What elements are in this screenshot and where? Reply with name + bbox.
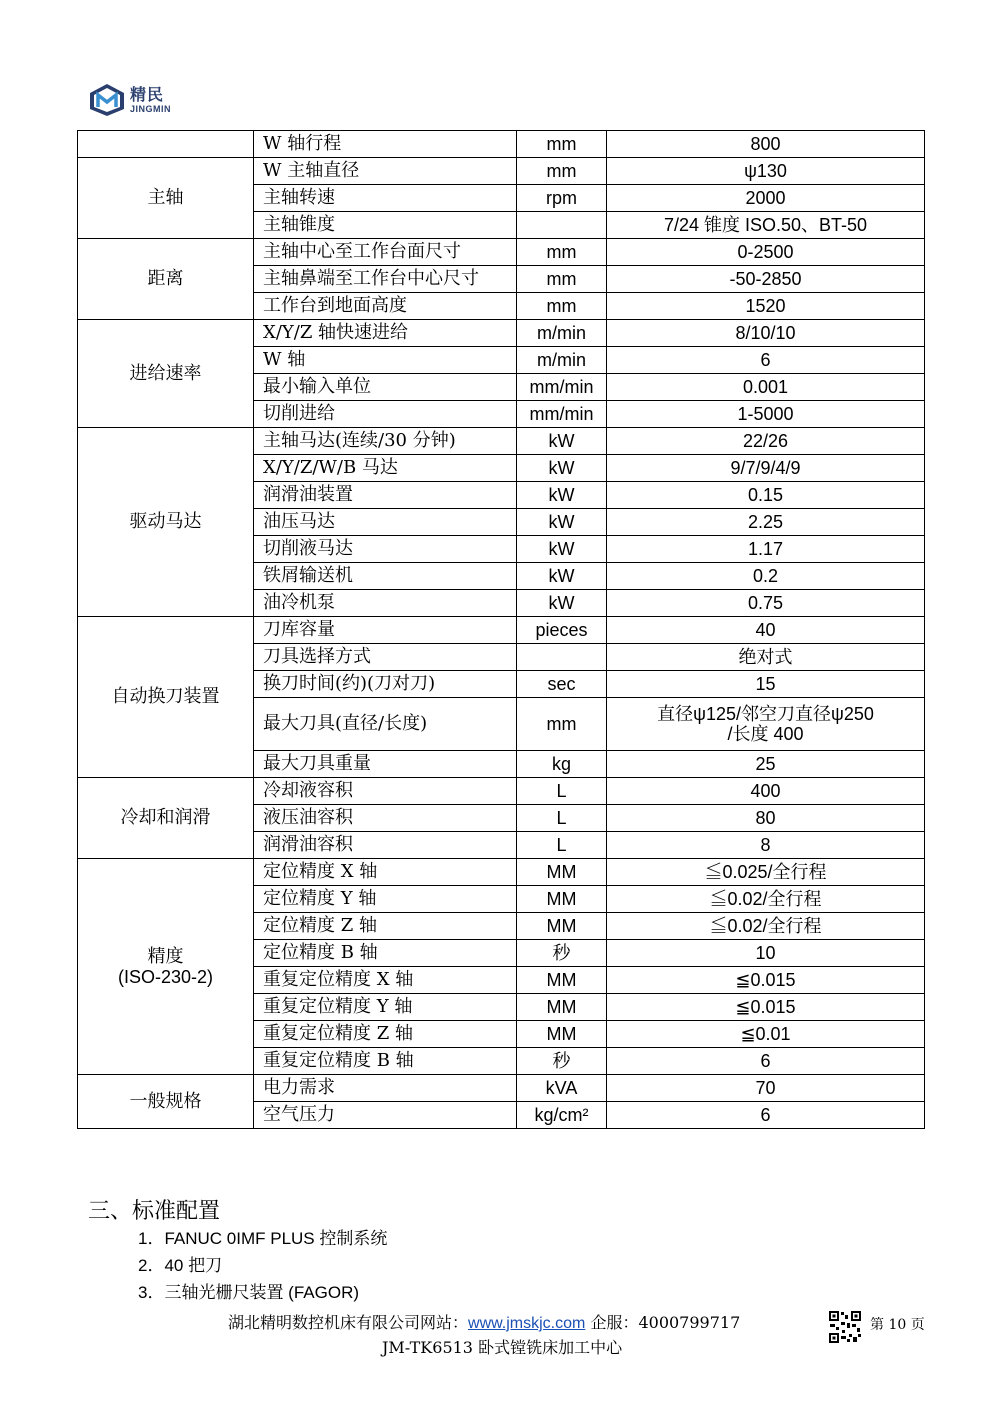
spec-table xyxy=(77,130,925,1129)
spec-value: 2.25 xyxy=(607,509,925,536)
spec-item: 重复定位精度 Y 轴 xyxy=(254,994,517,1021)
spec-value: ≦0.025/全行程 xyxy=(607,859,925,886)
spec-value: ≦0.02/全行程 xyxy=(607,886,925,913)
spec-item: 重复定位精度 Z 轴 xyxy=(254,1021,517,1048)
spec-row xyxy=(78,617,925,644)
spec-unit: L xyxy=(517,778,607,805)
spec-value: 10 xyxy=(607,940,925,967)
spec-unit: mm xyxy=(517,293,607,320)
spec-item: 换刀时间(约)(刀对刀) xyxy=(254,671,517,698)
spec-category-label: 精度 xyxy=(147,945,184,967)
logo-cn-text: 精民 xyxy=(130,84,165,104)
spec-item: 定位精度 Z 轴 xyxy=(254,913,517,940)
spec-item: 切削进给 xyxy=(254,401,517,428)
spec-item: 定位精度 X 轴 xyxy=(254,859,517,886)
spec-item: 主轴转速 xyxy=(254,185,517,212)
spec-item: 重复定位精度 B 轴 xyxy=(254,1048,517,1075)
spec-value: 7/24 锥度 ISO.50、BT-50 xyxy=(607,212,925,239)
footer-website-link[interactable]: www.jmskjc.com xyxy=(468,1315,586,1332)
spec-unit: 秒 xyxy=(517,940,607,967)
spec-unit: kW xyxy=(517,536,607,563)
spec-unit: kW xyxy=(517,563,607,590)
spec-value: 80 xyxy=(607,805,925,832)
spec-category xyxy=(78,859,254,1075)
spec-unit: L xyxy=(517,805,607,832)
spec-value-line: /长度 400 xyxy=(727,724,804,744)
page-footer xyxy=(0,1310,1000,1370)
spec-unit: kW xyxy=(517,428,607,455)
logo-en-text: JINGMIN xyxy=(130,103,172,114)
spec-unit xyxy=(517,644,607,671)
spec-unit: m/min xyxy=(517,320,607,347)
spec-value: ≦0.01 xyxy=(607,1021,925,1048)
spec-item: 润滑油容积 xyxy=(254,832,517,859)
spec-category-label: 驱动马达 xyxy=(129,511,202,532)
spec-item: 油压马达 xyxy=(254,509,517,536)
spec-unit: kg xyxy=(517,751,607,778)
spec-item: 定位精度 B 轴 xyxy=(254,940,517,967)
spec-unit: MM xyxy=(517,859,607,886)
spec-value: 25 xyxy=(607,751,925,778)
spec-item: 主轴鼻端至工作台中心尺寸 xyxy=(254,266,517,293)
spec-category-label: 一般规格 xyxy=(129,1090,202,1112)
spec-item: 主轴锥度 xyxy=(254,212,517,239)
standard-config-list xyxy=(138,1225,387,1306)
spec-value: 800 xyxy=(607,131,925,158)
spec-category xyxy=(78,131,254,158)
spec-unit: pieces xyxy=(517,617,607,644)
spec-row xyxy=(78,859,925,886)
spec-item: 主轴马达(连续/30 分钟) xyxy=(254,428,517,455)
spec-item: 工作台到地面高度 xyxy=(254,293,517,320)
spec-value: 1.17 xyxy=(607,536,925,563)
spec-value-line: 直径ψ125/邻空刀直径ψ250 xyxy=(657,704,874,724)
spec-value: 0-2500 xyxy=(607,239,925,266)
spec-unit: kW xyxy=(517,482,607,509)
spec-unit: mm xyxy=(517,158,607,185)
spec-item: X/Y/Z/W/B 马达 xyxy=(254,455,517,482)
spec-unit: mm/min xyxy=(517,374,607,401)
spec-row xyxy=(78,158,925,185)
spec-row xyxy=(78,778,925,805)
config-item: 2．40 把刀 xyxy=(138,1256,223,1275)
spec-value: 0.75 xyxy=(607,590,925,617)
spec-unit: mm xyxy=(517,698,607,751)
spec-category xyxy=(78,239,254,320)
spec-value: 15 xyxy=(607,671,925,698)
spec-value: 9/7/9/4/9 xyxy=(607,455,925,482)
spec-item: 主轴中心至工作台面尺寸 xyxy=(254,239,517,266)
spec-category xyxy=(78,778,254,859)
spec-value: 0.2 xyxy=(607,563,925,590)
spec-unit: MM xyxy=(517,913,607,940)
spec-value: 1520 xyxy=(607,293,925,320)
spec-value: 22/26 xyxy=(607,428,925,455)
spec-value: 0.15 xyxy=(607,482,925,509)
spec-unit: mm xyxy=(517,131,607,158)
jingmin-logo-icon xyxy=(88,83,126,117)
spec-value: 1-5000 xyxy=(607,401,925,428)
config-item: 1．FANUC 0IMF PLUS 控制系统 xyxy=(138,1229,388,1248)
spec-category xyxy=(78,617,254,778)
spec-item: 铁屑输送机 xyxy=(254,563,517,590)
spec-value: 8/10/10 xyxy=(607,320,925,347)
spec-item: 液压油容积 xyxy=(254,805,517,832)
spec-unit: mm xyxy=(517,239,607,266)
spec-value: 绝对式 xyxy=(607,644,925,671)
section-title: 三、标准配置 xyxy=(88,1199,221,1224)
spec-item: X/Y/Z 轴快速进给 xyxy=(254,320,517,347)
spec-item: 空气压力 xyxy=(254,1102,517,1129)
footer-company-line xyxy=(228,1310,740,1333)
spec-unit: kW xyxy=(517,509,607,536)
spec-unit: kVA xyxy=(517,1075,607,1102)
spec-value: ≦0.015 xyxy=(607,994,925,1021)
spec-item: 切削液马达 xyxy=(254,536,517,563)
config-item: 3．三轴光栅尺装置 (FAGOR) xyxy=(138,1283,360,1302)
spec-category-label: 进给速率 xyxy=(129,362,202,384)
spec-item: 最大刀具重量 xyxy=(254,751,517,778)
spec-unit: MM xyxy=(517,886,607,913)
spec-category xyxy=(78,428,254,617)
spec-unit: rpm xyxy=(517,185,607,212)
spec-category xyxy=(78,320,254,428)
spec-item: 最大刀具(直径/长度) xyxy=(254,698,517,751)
spec-item: 冷却液容积 xyxy=(254,778,517,805)
spec-value: 400 xyxy=(607,778,925,805)
spec-category-label: 距离 xyxy=(147,268,184,289)
spec-unit: mm xyxy=(517,266,607,293)
spec-value: 6 xyxy=(607,347,925,374)
spec-unit xyxy=(517,212,607,239)
spec-item: 油冷机泵 xyxy=(254,590,517,617)
spec-value: 2000 xyxy=(607,185,925,212)
spec-unit: 秒 xyxy=(517,1048,607,1075)
spec-value: ≦0.02/全行程 xyxy=(607,913,925,940)
spec-value: 6 xyxy=(607,1102,925,1129)
spec-unit: kW xyxy=(517,455,607,482)
spec-unit: m/min xyxy=(517,347,607,374)
spec-table-body xyxy=(78,131,925,1129)
page-number: 第 10 页 xyxy=(870,1317,925,1333)
spec-value: 8 xyxy=(607,832,925,859)
spec-unit: sec xyxy=(517,671,607,698)
spec-value: ≦0.015 xyxy=(607,967,925,994)
spec-item: 电力需求 xyxy=(254,1075,517,1102)
company-logo xyxy=(88,80,171,120)
spec-item: 重复定位精度 X 轴 xyxy=(254,967,517,994)
spec-value: 6 xyxy=(607,1048,925,1075)
spec-category-label: 自动换刀装置 xyxy=(111,686,220,707)
spec-unit: kW xyxy=(517,590,607,617)
footer-service: 企服：4000799717 xyxy=(590,1313,741,1332)
spec-item: W 轴 xyxy=(254,347,517,374)
spec-value xyxy=(607,698,925,751)
spec-item: W 主轴直径 xyxy=(254,158,517,185)
spec-unit: L xyxy=(517,832,607,859)
spec-item: 最小输入单位 xyxy=(254,374,517,401)
footer-product: JM-TK6513 卧式镗铣床加工中心 xyxy=(382,1338,623,1357)
spec-row xyxy=(78,320,925,347)
spec-item: 刀库容量 xyxy=(254,617,517,644)
spec-unit: kg/cm² xyxy=(517,1102,607,1129)
spec-value: 70 xyxy=(607,1075,925,1102)
spec-unit: MM xyxy=(517,994,607,1021)
spec-category-sublabel: (ISO-230-2) xyxy=(117,966,214,987)
spec-item: 定位精度 Y 轴 xyxy=(254,886,517,913)
spec-value: -50-2850 xyxy=(607,266,925,293)
footer-company: 湖北精明数控机床有限公司网站： xyxy=(228,1313,469,1332)
spec-row xyxy=(78,1075,925,1102)
spec-row xyxy=(78,428,925,455)
spec-unit: mm/min xyxy=(517,401,607,428)
spec-item: W 轴行程 xyxy=(254,131,517,158)
spec-unit: MM xyxy=(517,967,607,994)
spec-category-label: 冷却和润滑 xyxy=(120,807,211,828)
spec-value: 0.001 xyxy=(607,374,925,401)
qr-code-icon xyxy=(828,1310,862,1344)
spec-row xyxy=(78,131,925,158)
spec-item: 润滑油装置 xyxy=(254,482,517,509)
spec-item: 刀具选择方式 xyxy=(254,644,517,671)
spec-unit: MM xyxy=(517,1021,607,1048)
spec-category xyxy=(78,158,254,239)
spec-value: ψ130 xyxy=(607,158,925,185)
spec-value: 40 xyxy=(607,617,925,644)
spec-category xyxy=(78,1075,254,1129)
spec-category-label: 主轴 xyxy=(147,187,184,208)
spec-row xyxy=(78,239,925,266)
